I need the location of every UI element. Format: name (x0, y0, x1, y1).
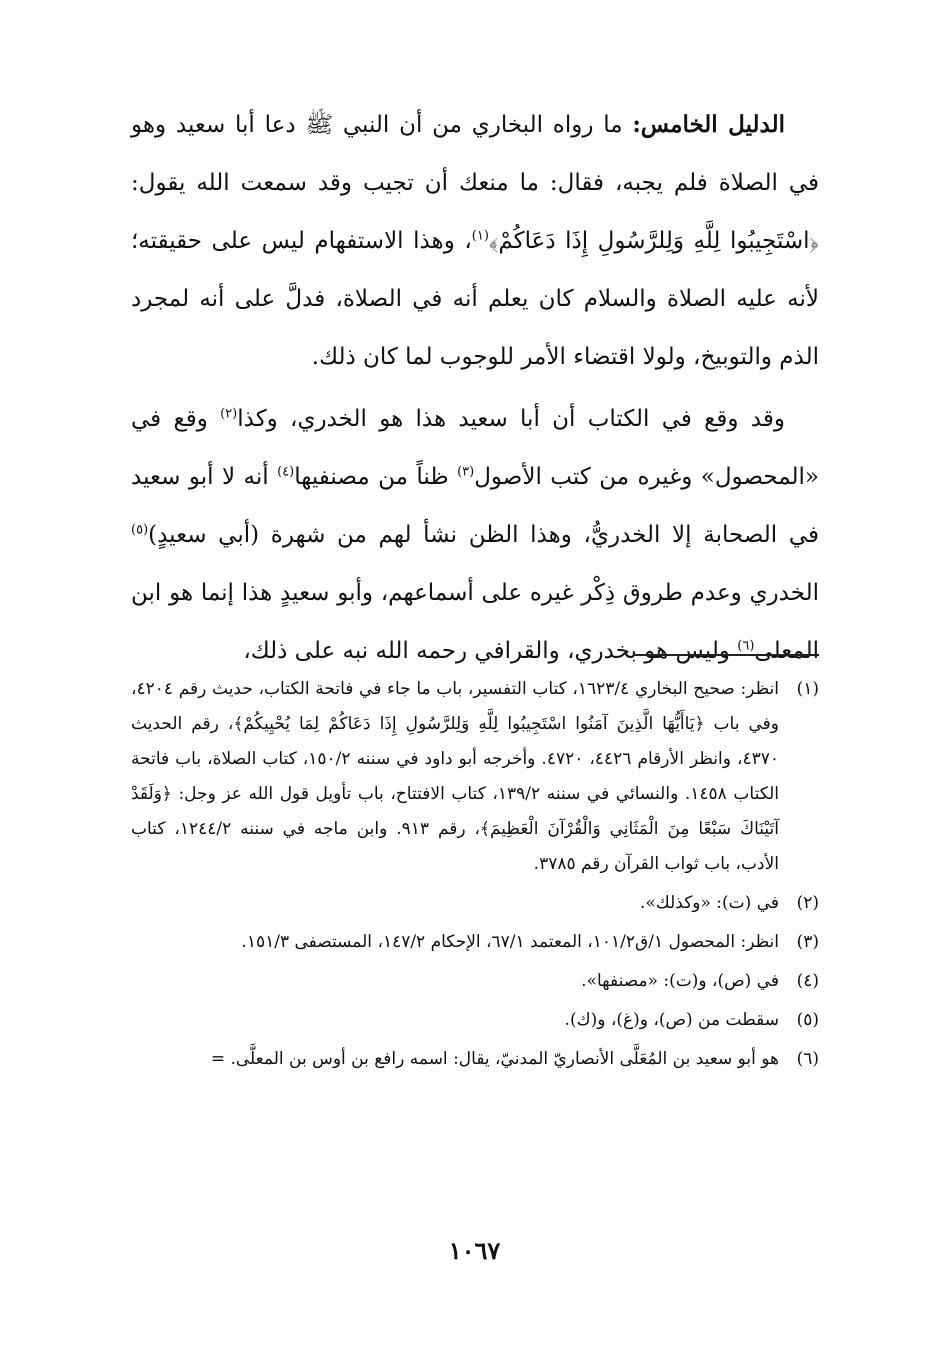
footnote-text: في (ص)، و(ت): «مصنفها». (581, 971, 779, 991)
footnote-marker: (٦) (737, 638, 755, 654)
footnote-marker: (٢) (220, 406, 238, 422)
footnote-number: (٤) (796, 971, 819, 991)
footnote (131, 925, 819, 960)
footnotes (131, 672, 819, 1077)
paragraph-text: ، وهذا الاستفهام ليس على حقيقته؛ لأنه عليه الصلاة والسلام كان يعلم أنه في الصلاة، فدلَّ على أنه لمجرد الذم والتوبيخ، ولولا اقتضاء الأمر للوجوب لما كان ذلك. (131, 228, 819, 370)
paragraph-text: ما رواه البخاري من أن النبي ﷺ دعا أبا سعيد وهو في الصلاة فلم يجبه، فقال: ما منعك أن تجيب وقد سمعت الله يقول: ﴿اسْتَجِيبُوا لِلَّهِ وَلِلرَّسُولِ إِذَا دَعَاكُمْ﴾ (131, 112, 819, 254)
footnote-text: انظر: صحيح البخاري ١٦٢٣/٤، كتاب التفسير، باب ما جاء في فاتحة الكتاب، حديث رقم ٤٢٠٤، وفي باب ﴿يَاأَيُّهَا الَّذِينَ آمَنُوا اسْتَجِيبُوا لِلَّهِ وَلِلرَّسُولِ إِذَا دَعَاكُمْ لِمَا يُحْيِيكُمْ﴾، رقم الحديث ٤٣٧٠، وانظر الأرقام ٤٤٢٦، ٤٧٢٠. وأخرجه أبو داود في سننه ١٥٠/٢، كتاب الصلاة، باب فاتحة الكتاب ١٤٥٨. والنسائي في سننه ١٣٩/٢، كتاب الافتتاح، باب تأويل قول الله عز وجل: ﴿وَلَقَدْ آتَيْنَاكَ سَبْعًا مِنَ الْمَثَانِي وَالْقُرْآنَ الْعَظِيمَ﴾، رقم ٩١٣. وابن ماجه في سننه ١٢٤٤/٢، كتاب الأدب، باب ثواب القرآن رقم ٣٧٨٥. (131, 679, 779, 874)
footnote-marker: (٣) (457, 464, 475, 480)
footnote (131, 1003, 819, 1038)
footnote-separator (633, 654, 819, 656)
footnote-number: (٥) (796, 1010, 819, 1030)
footnote-number: (٣) (796, 932, 819, 952)
footnote (131, 1042, 819, 1077)
footnote-text: هو أبو سعيد بن المُعَلَّى الأنصاريّ المدنيّ، يقال: اسمه رافع بن أوس بن المعلَّى. = (210, 1049, 779, 1069)
paragraph-text: وقع في «المحصول» وغيره من كتب الأصول (131, 406, 819, 490)
footnote (131, 886, 819, 921)
footnote-number: (١) (796, 679, 819, 699)
footnote-text: سقطت من (ص)، و(غ)، و(ك). (564, 1010, 779, 1030)
paragraph-fifth-evidence (131, 96, 819, 386)
footnote-marker: (٥) (131, 522, 149, 538)
paragraph-abu-said (131, 390, 819, 680)
paragraph-text: الخدري وعدم طروق ذِكْر غيره على أسماعهم، وأبو سعيدٍ هذا إنما هو ابن المعلى (131, 580, 819, 664)
footnote-marker: (١) (471, 228, 489, 244)
footnote-number: (٢) (796, 893, 819, 913)
footnote-marker: (٤) (277, 464, 295, 480)
paragraph-text: ظناً من مصنفيها (294, 464, 458, 490)
paragraph-text: أنه لا أبو سعيد في الصحابة إلا الخدريُّ، وهذا الظن نشأ لهم من شهرة (أبي سعيدٍ) (131, 464, 819, 548)
heading-fifth-evidence: الدليل الخامس: (632, 111, 785, 138)
footnote (131, 672, 819, 882)
footnote-text: انظر: المحصول ١/ق١٠١/٢، المعتمد ٦٧/١، الإحكام ١٤٧/٢، المستصفى ١٥١/٣. (241, 932, 779, 952)
paragraph-text: وليس هو بخدري، والقرافي رحمه الله نبه على ذلك، (243, 638, 738, 664)
footnote-number: (٦) (796, 1049, 819, 1069)
main-text (131, 96, 819, 680)
footnote-text: في (ت): «وكذلك». (639, 893, 779, 913)
paragraph-text: وقد وقع في الكتاب أن أبا سعيد هذا هو الخدري، وكذا (237, 406, 785, 432)
footnote (131, 964, 819, 999)
page-number: ١٠٦٧ (448, 1236, 501, 1265)
